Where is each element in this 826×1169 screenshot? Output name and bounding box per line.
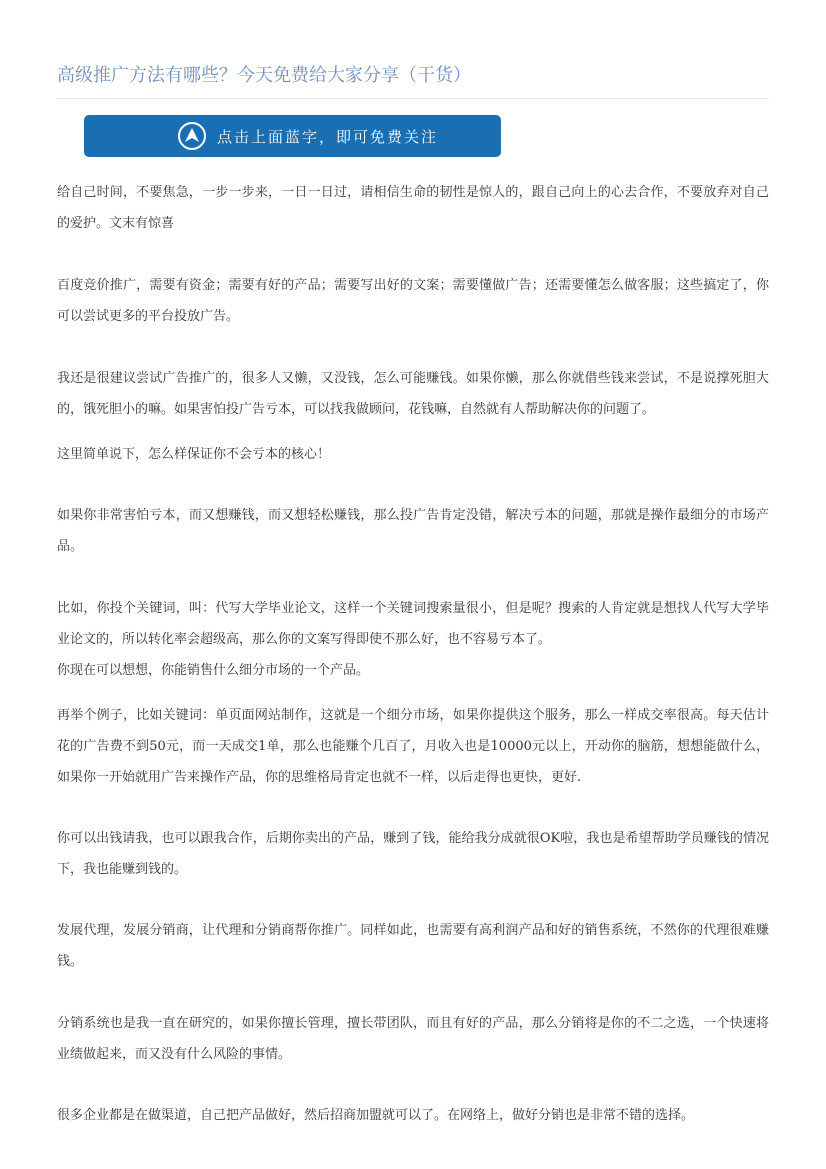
paragraph-8: 再举个例子，比如关键词：单页面网站制作，这就是一个细分市场，如果你提供这个服务，那么一样成交率很高。每天估计花的广告费不到50元，而一天成交1单，那么也能赚个几百了，月收入也是10000元以上，开动你的脑筋，想想能做什么，如果你一开始就用广告来操作产品，你的思维格局肯定也就不一样，以后走得也更快，更好. (57, 708, 769, 785)
paragraph-5: 如果你非常害怕亏本，而又想赚钱，而又想轻松赚钱，那么投广告肯定没错，解决亏本的问题，那就是操作最细分的市场产品。 (57, 508, 769, 554)
follow-banner[interactable] (84, 115, 501, 157)
title-divider (57, 98, 769, 99)
paragraph-2: 百度竞价推广，需要有资金；需要有好的产品；需要写出好的文案；需要懂做广告；还需要懂怎么做客服；这些搞定了，你可以尝试更多的平台投放广告。 (57, 278, 769, 324)
paragraph-12: 很多企业都是在做渠道，自己把产品做好，然后招商加盟就可以了。在网络上，做好分销也是非常不错的选择。 (57, 1108, 695, 1123)
paragraph-7: 你现在可以想想，你能销售什么细分市场的一个产品。 (57, 663, 370, 678)
paragraph-9: 你可以出钱请我，也可以跟我合作，后期你卖出的产品，赚到了钱，能给我分成就很OK啦，我也是希望帮助学员赚钱的情况下，我也能赚到钱的。 (57, 831, 769, 877)
follow-banner-text: 点击上面蓝字，即可免费关注 (217, 127, 439, 146)
paragraph-4: 这里简单说下，怎么样保证你不会亏本的核心！ (57, 447, 331, 462)
paragraph-1: 给自己时间，不要焦急，一步一步来，一日一日过，请相信生命的韧性是惊人的，跟自己向上的心去合作，不要放弃对自己的爱护。文末有惊喜 (57, 185, 769, 231)
paragraph-10: 发展代理，发展分销商，让代理和分销商帮你推广。同样如此，也需要有高利润产品和好的销售系统，不然你的代理很难赚钱。 (57, 923, 769, 969)
up-arrow-circle-icon (177, 121, 207, 151)
paragraph-3: 我还是很建议尝试广告推广的，很多人又懒，又没钱，怎么可能赚钱。如果你懒，那么你就借些钱来尝试，不是说撑死胆大的，饿死胆小的嘛。如果害怕投广告亏本，可以找我做顾问，花钱嘛，自然就有人帮助解决你的问题了。 (57, 371, 769, 417)
paragraph-6: 比如，你投个关键词，叫：代写大学毕业论文，这样一个关键词搜索量很小，但是呢？搜索的人肯定就是想找人代写大学毕业论文的，所以转化率会超级高，那么你的文案写得即使不那么好，也不容易亏本了。 (57, 601, 769, 647)
paragraph-11: 分销系统也是我一直在研究的，如果你擅长管理，擅长带团队，而且有好的产品，那么分销将是你的不二之选，一个快速将业绩做起来，而又没有什么风险的事情。 (57, 1016, 769, 1062)
article-title: 高级推广方法有哪些？今天免费给大家分享（干货） (57, 65, 471, 86)
